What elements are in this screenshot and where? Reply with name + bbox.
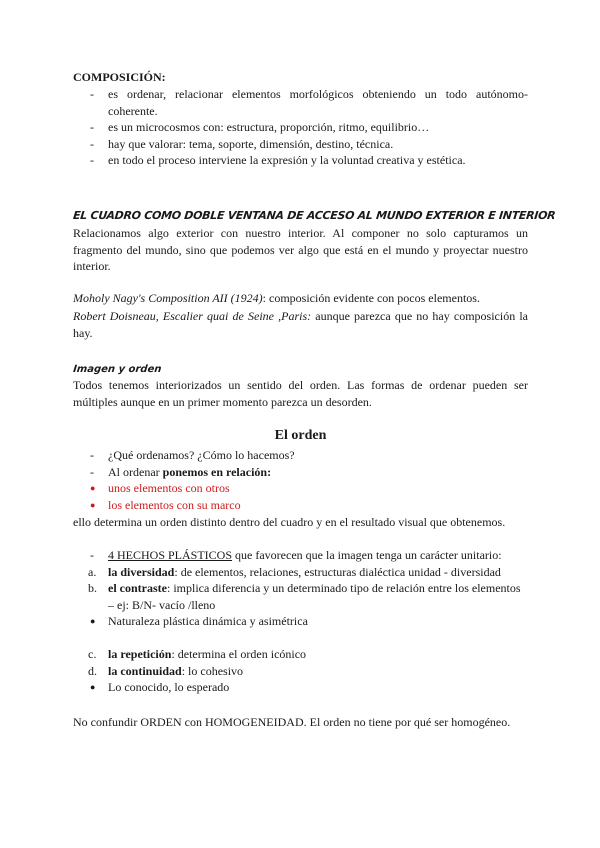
list-item: - 4 HECHOS PLÁSTICOS que favorecen que la imagen tenga un carácter unitario: <box>90 548 502 562</box>
orden-conclusion: ello determina un orden distinto dentro del cuadro y en el resultado visual que obtenemos. <box>73 515 506 529</box>
list-item: - es un microcosmos con: estructura, proporción, ritmo, equilibrio… <box>90 120 430 135</box>
list-item: ● Lo conocido, lo esperado <box>90 680 230 695</box>
reference-moholy: Moholy Nagy's Composition AII (1924): composición evidente con pocos elementos. <box>73 291 480 305</box>
list-item: - hay que valorar: tema, soporte, dimensión, destino, técnica. <box>90 136 394 151</box>
list-item: a. la diversidad: de elementos, relaciones, estructuras dialéctica unidad - diversidad <box>88 564 501 579</box>
imagen-heading: Imagen y orden <box>72 364 162 375</box>
orden-questions <box>73 447 528 513</box>
cuadro-heading: EL CUADRO COMO DOBLE VENTANA DE ACCESO AL MUNDO EXTERIOR E INTERIOR <box>72 209 556 222</box>
list-item: - en todo el proceso interviene la expresión y la voluntad creativa y estética. <box>90 153 466 168</box>
hechos-list-continued <box>73 646 528 696</box>
list-item: d. la continuidad: lo cohesivo <box>88 663 244 678</box>
final-note: No confundir ORDEN con HOMOGENEIDAD. El orden no tiene por qué ser homogéneo. <box>73 715 511 729</box>
list-item: ● unos elementos con otros <box>90 481 230 496</box>
list-item: - es ordenar, relacionar elementos morfológicos obteniendo un todo autónomo-coherente. <box>90 87 528 118</box>
list-item: b. el contraste: implica diferencia y un determinado tipo de relación entre los elementos – ej: B/N- vacío /lleno <box>88 581 521 612</box>
reference-doisneau: Robert Doisneau, Escalier quai de Seine ,Paris: aunque parezca que no hay composición la hay. <box>73 309 529 340</box>
list-item: - Al ordenar ponemos en relación: <box>90 464 272 479</box>
hechos-list <box>73 547 528 630</box>
composicion-list <box>73 86 528 169</box>
composicion-heading: COMPOSICIÓN: <box>73 70 166 84</box>
cuadro-paragraph: Relacionamos algo exterior con nuestro interior. Al componer no solo capturamos un fragmento del mundo, sino que podemos ver algo que está en el mundo y proyectar nuestro interior. <box>73 226 528 274</box>
list-item: ● Naturaleza plástica dinámica y asimétrica <box>90 614 308 629</box>
list-item: c. la repetición: determina el orden icónico <box>88 647 307 661</box>
list-item: - ¿Qué ordenamos? ¿Cómo lo hacemos? <box>90 448 295 462</box>
list-item: ● los elementos con su marco <box>90 497 241 512</box>
orden-title: El orden <box>274 428 327 443</box>
imagen-paragraph: Todos tenemos interiorizados un sentido del orden. Las formas de ordenar pueden ser múltiples aunque en un primer momento parezca un desorden. <box>73 378 528 409</box>
